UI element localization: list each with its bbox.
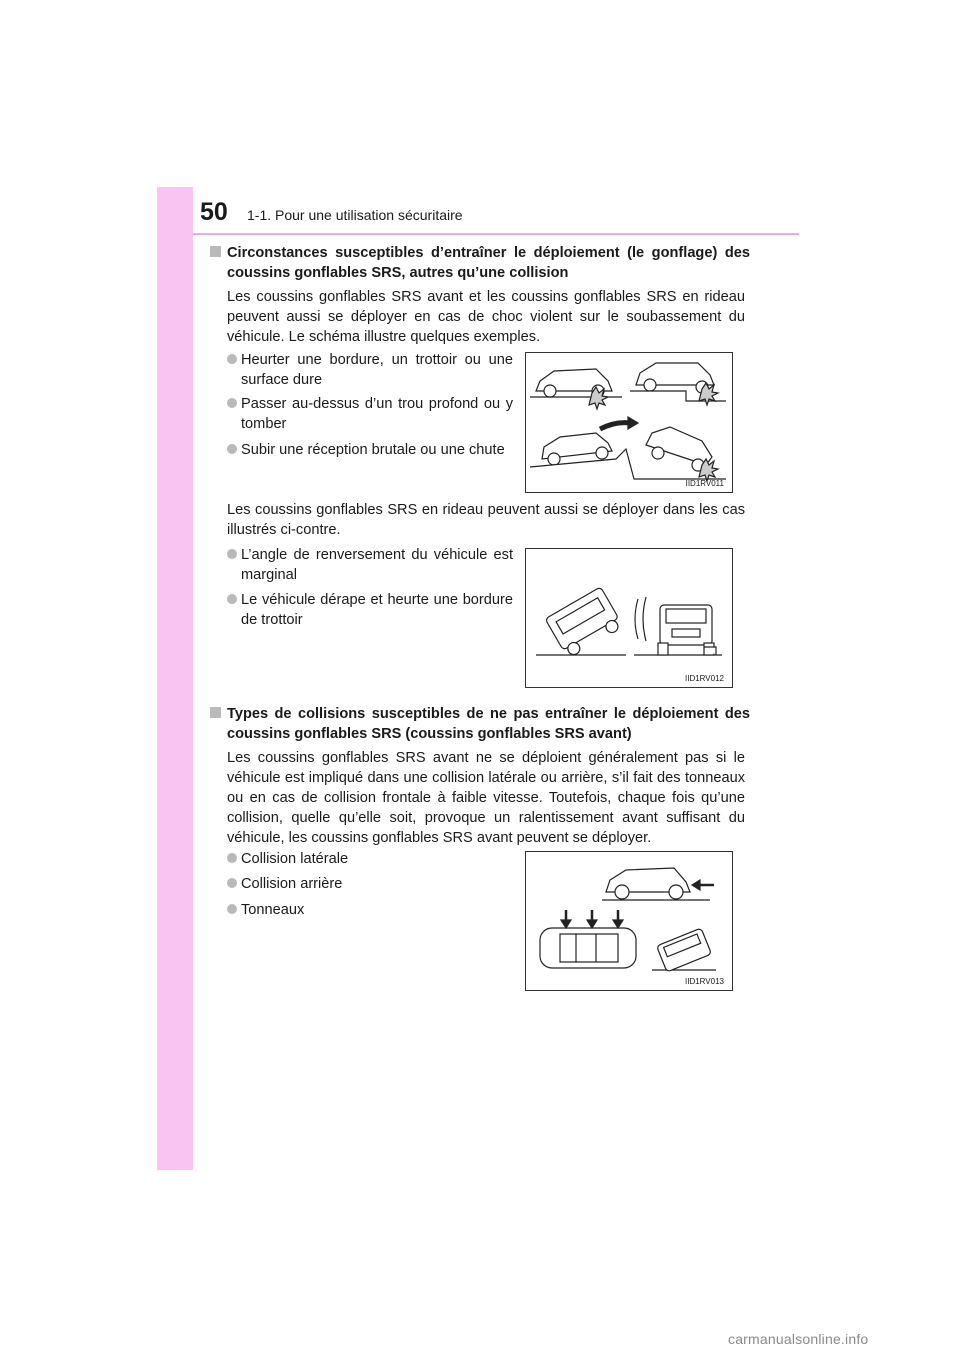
section-heading-no-deployment: Types de collisions susceptibles de ne pas entraîner le déploiement des coussins gonflables SRS (coussins gonflables SRS avant) [210,704,750,744]
bullet-item: Tonneaux [227,900,513,920]
figure-underbody-impacts [525,352,733,493]
square-bullet-icon [210,707,221,718]
bullet-item: Subir une réception brutale ou une chute [227,440,513,460]
bullet-item: Collision latérale [227,849,513,869]
bullet-item: Heurter une bordure, un trottoir ou une surface dure [227,350,513,390]
figure-rollover-curb [525,548,733,688]
bullet-item: Le véhicule dérape et heurte une bordure de trottoir [227,590,513,630]
round-bullet-icon [227,904,237,914]
bullet-item: L’angle de renversement du véhicule est marginal [227,545,513,585]
figure-collision-types [525,851,733,991]
illustration-vehicles-tilting [526,549,732,687]
illustration-vehicles-underbody [526,353,732,492]
figure-code: IID1RV011 [685,479,724,488]
round-bullet-icon [227,398,237,408]
side-tab-strip [157,187,193,1170]
round-bullet-icon [227,444,237,454]
figure-code: IID1RV012 [685,674,724,683]
square-bullet-icon [210,246,221,257]
round-bullet-icon [227,878,237,888]
watermark: carmanualsonline.info [728,1331,869,1347]
figure-code: IID1RV013 [685,977,724,986]
round-bullet-icon [227,594,237,604]
paragraph-front-airbags: Les coussins gonflables SRS avant ne se déploient généralement pas si le véhicule est impliqué dans une collision latérale ou arrière, s’il fait des tonneaux ou en cas de collision frontale à faible vitesse. Toutefois, chaque fois qu’une collision, quelle qu’elle soit, provoque un ralentissement avant suffisant du véhicule, les coussins gonflables SRS avant peuvent se déployer. [227,750,745,846]
paragraph-curtain-airbags: Les coussins gonflables SRS en rideau peuvent aussi se déployer dans les cas illustrés ci-contre. [227,502,745,538]
bullet-item: Passer au-dessus d’un trou profond ou y tomber [227,394,513,434]
paragraph-underbody-impact: Les coussins gonflables SRS avant et les coussins gonflables SRS en rideau peuvent aussi se déployer en cas de choc violent sur le soubassement du véhicule. Le schéma illustre quelques exemples. [227,289,745,345]
header-rule [193,233,799,235]
bullet-item: Collision arrière [227,874,513,894]
round-bullet-icon [227,853,237,863]
round-bullet-icon [227,354,237,364]
round-bullet-icon [227,549,237,559]
illustration-side-rear-rollover [526,852,732,990]
chapter-title: 1-1. Pour une utilisation sécuritaire [247,207,463,223]
page-number: 50 [200,198,228,226]
section-heading-non-collision: Circonstances susceptibles d’entraîner le déploiement (le gonflage) des coussins gonflables SRS, autres qu’une collision [210,243,750,283]
